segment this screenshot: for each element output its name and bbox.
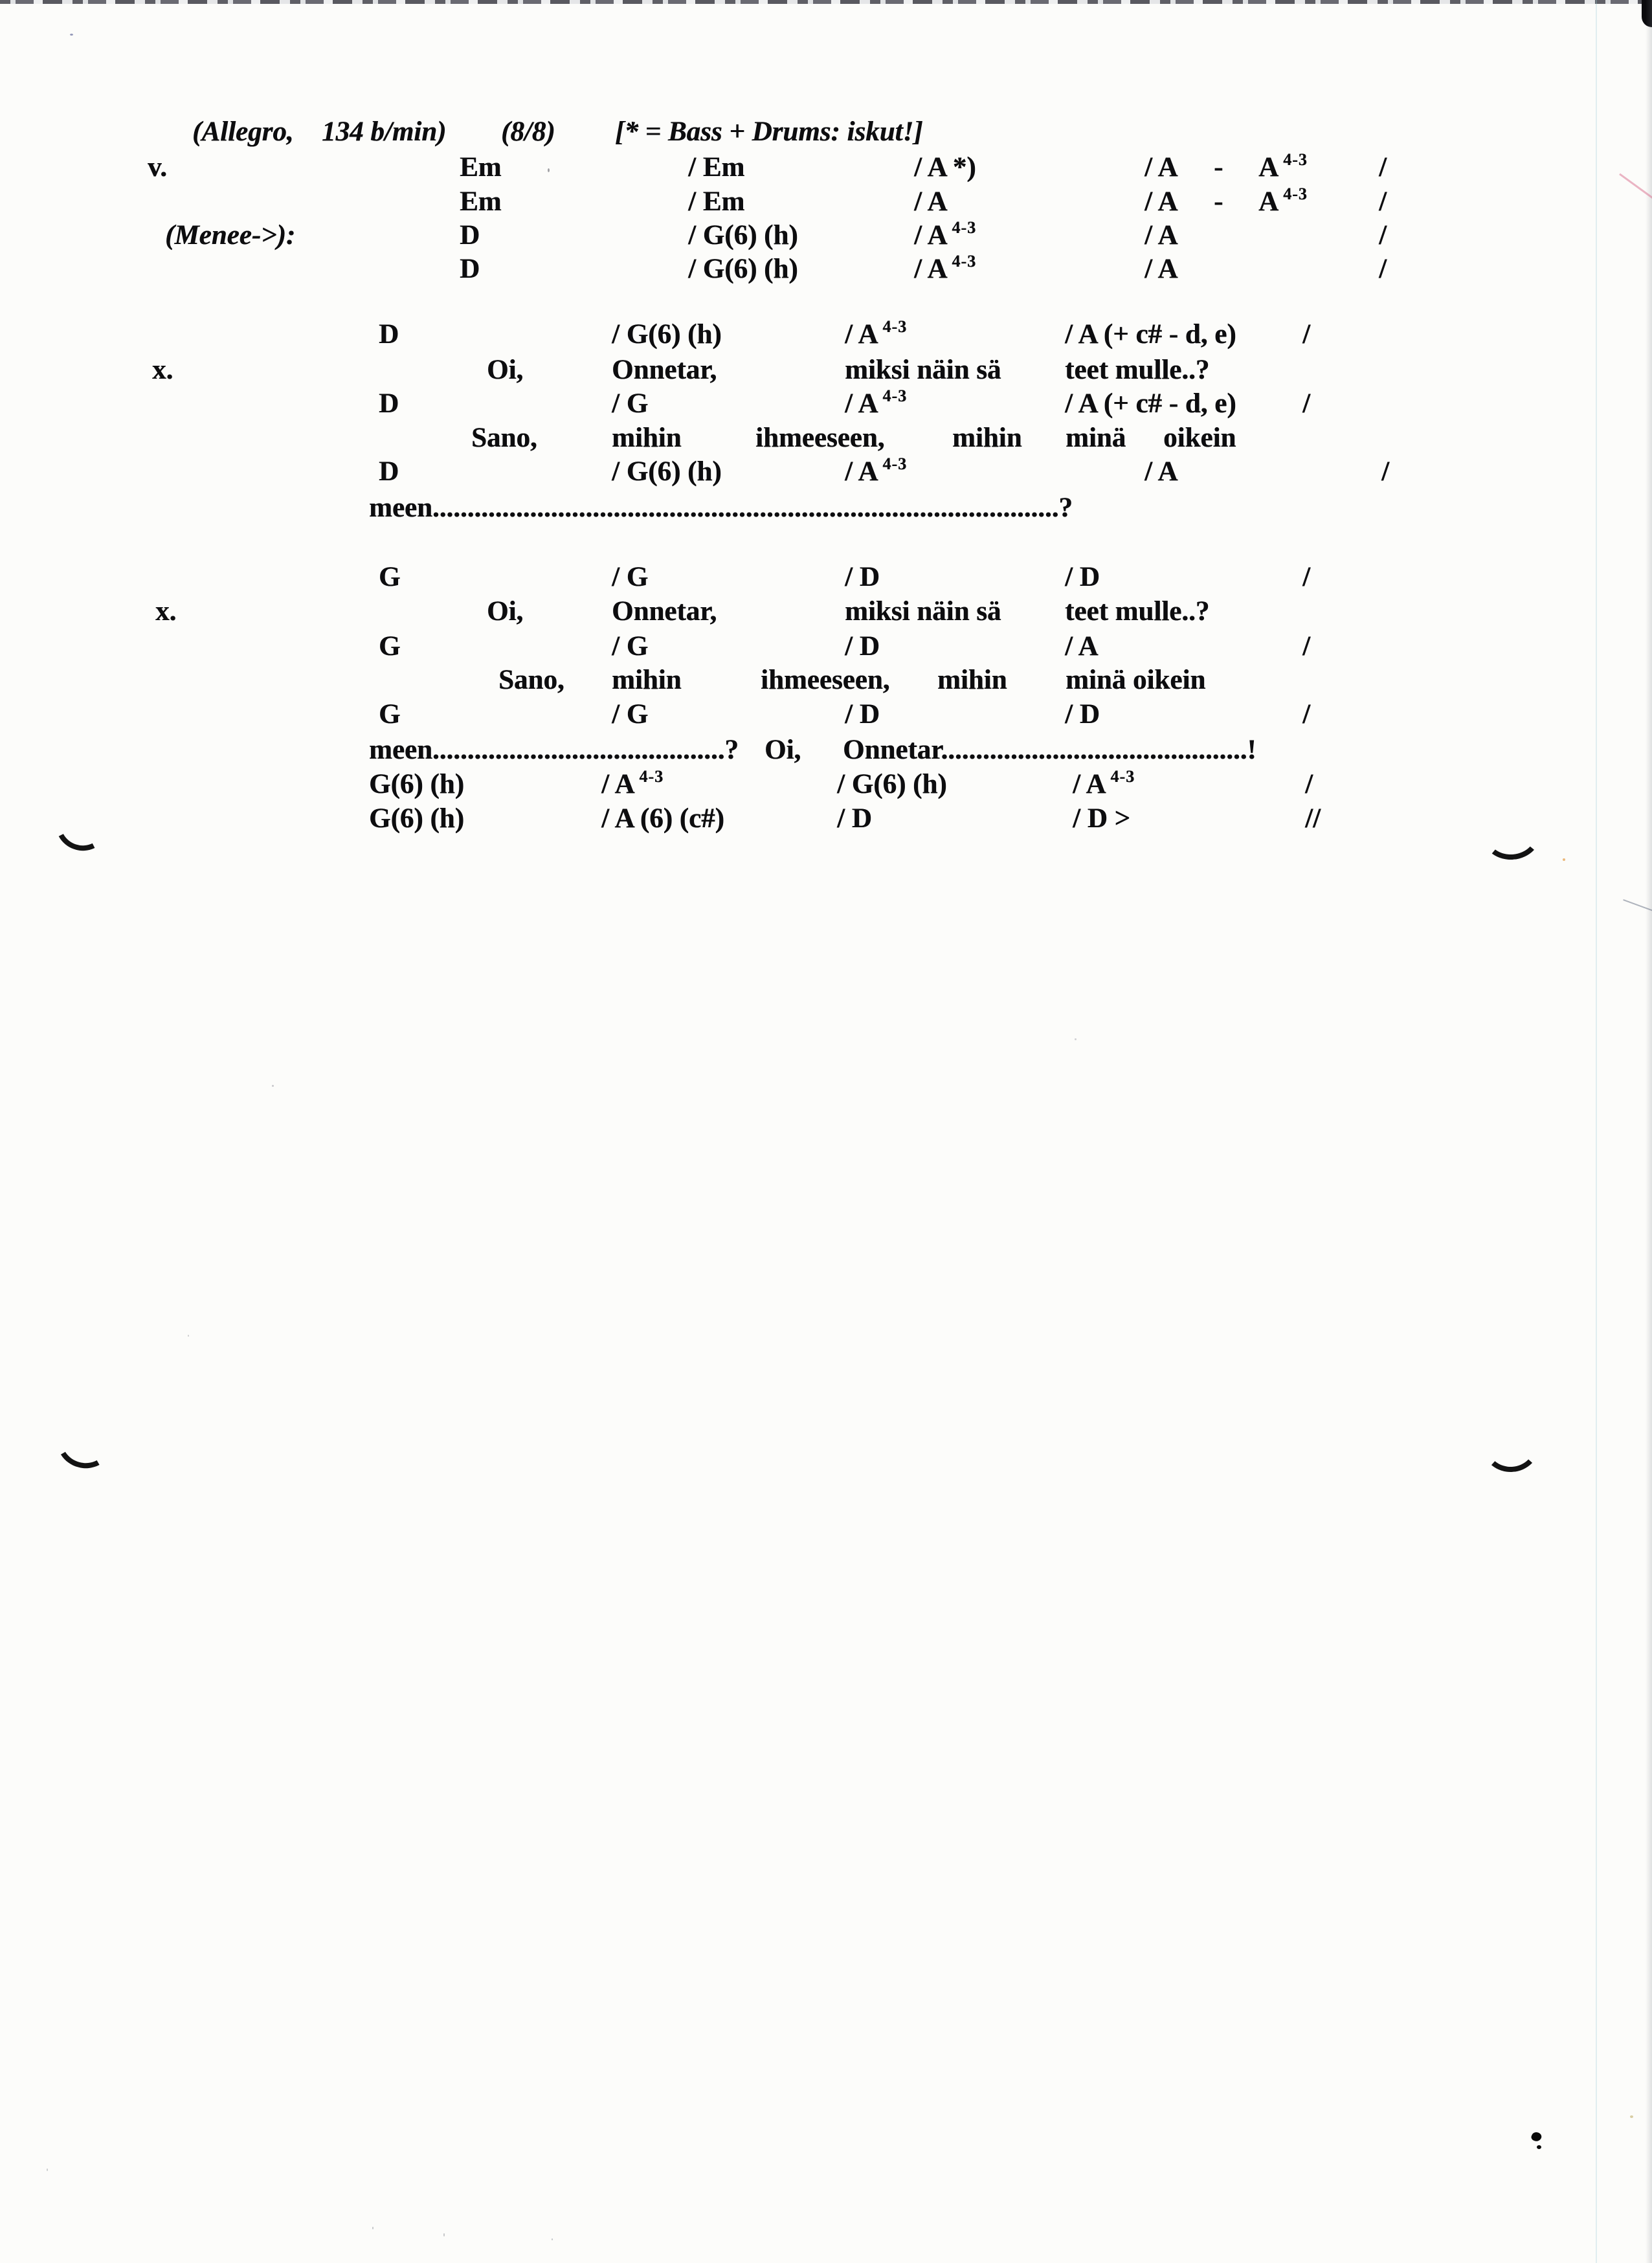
lyric-cell (1065, 354, 1209, 386)
figured-bass-superscript: 4-3 (1110, 767, 1135, 786)
text: miksi näin sä (845, 355, 1001, 385)
chord-cell (460, 151, 502, 183)
chord-cell (1073, 768, 1135, 800)
chord-cell (914, 253, 976, 285)
text: / D (837, 803, 872, 834)
text: // (1305, 803, 1321, 834)
text: / G (612, 699, 649, 730)
chord-cell (1379, 151, 1387, 183)
chord-cell (688, 151, 744, 183)
text: mihin (612, 423, 682, 453)
lyric-cell (369, 492, 1073, 524)
chord-cell (1144, 253, 1178, 285)
chord-line (0, 151, 1652, 188)
chord-cell (612, 318, 722, 350)
text: meen..........................................? (369, 735, 739, 765)
chord-line (0, 318, 1652, 355)
text: Oi, (487, 596, 524, 627)
text: / (1381, 456, 1389, 487)
lyric-cell (612, 596, 717, 627)
dust-speck (1075, 1038, 1077, 1040)
text: A (1258, 152, 1279, 183)
chord-cell (601, 803, 724, 834)
scan-edge-noise (0, 0, 1652, 4)
text: / D (845, 562, 880, 592)
lyric-cell (1065, 596, 1209, 627)
lyric-line (0, 354, 1652, 390)
lyric-line (0, 734, 1652, 770)
lyric-line (0, 596, 1652, 632)
chord-cell (1305, 768, 1313, 800)
meter-marking (501, 116, 555, 148)
chord-cell (1065, 630, 1098, 662)
chord-cell (612, 388, 648, 419)
text: / D (845, 699, 880, 730)
text: / (1305, 769, 1313, 799)
text: (Menee->): (165, 220, 296, 251)
chord-line (0, 186, 1652, 222)
text: x. (152, 355, 173, 385)
text: minä oikein (1066, 665, 1206, 695)
lyric-cell (487, 354, 523, 386)
dust-speck (443, 2233, 445, 2236)
text: / A (1065, 631, 1099, 662)
text: Onnetar............................................! (843, 735, 1256, 765)
text: teet mulle..? (1065, 355, 1210, 385)
text: Sano, (471, 423, 537, 453)
text: / A (601, 769, 635, 799)
dust-speck (47, 2168, 48, 2171)
text: / D > (1073, 803, 1131, 834)
lyric-cell (471, 422, 537, 454)
chord-line (0, 219, 1652, 256)
chord-cell (1302, 318, 1310, 350)
text: / (1379, 220, 1387, 251)
text: ihmeeseen, (761, 665, 890, 695)
chord-cell (379, 318, 399, 350)
figured-bass-superscript: 4-3 (952, 218, 977, 237)
chord-line (0, 768, 1652, 805)
chord-cell (845, 388, 907, 419)
lyric-line (0, 422, 1652, 458)
ink-blot (1537, 2145, 1541, 2149)
section-label (148, 151, 167, 183)
figured-bass-superscript: 4-3 (1283, 150, 1308, 169)
chord-cell (914, 151, 976, 183)
text: / A (+ c# - d, e) (1065, 388, 1236, 419)
text: / A (845, 456, 878, 487)
text: minä (1066, 423, 1126, 453)
chord-cell (1144, 186, 1178, 217)
text: / (1302, 699, 1310, 730)
text: G (379, 562, 401, 592)
chord-cell (460, 219, 480, 251)
text: / G(6) (h) (612, 456, 722, 487)
text: / A (+ c# - d, e) (1065, 319, 1236, 350)
figured-bass-superscript: 4-3 (882, 317, 908, 336)
lyric-cell (498, 664, 564, 696)
lyric-cell (765, 734, 801, 766)
chord-cell (914, 219, 976, 251)
text: / (1379, 152, 1387, 183)
chord-cell (379, 630, 400, 662)
chord-cell (369, 768, 464, 800)
chord-line (0, 456, 1652, 492)
chord-cell (612, 630, 648, 662)
dust-speck (372, 2227, 374, 2229)
figured-bass-superscript: 4-3 (952, 252, 977, 271)
text: / (1302, 319, 1310, 350)
text: - (1214, 152, 1223, 183)
punch-hole-mark (1481, 1418, 1541, 1473)
chord-cell (1065, 561, 1100, 593)
lyric-cell (612, 664, 682, 696)
text: / G(6) (h) (837, 769, 947, 799)
chord-cell (845, 318, 907, 350)
chord-cell (1258, 186, 1308, 217)
lyric-cell (612, 354, 717, 386)
dust-speck (272, 1085, 274, 1087)
text: / A (845, 388, 878, 419)
chord-cell (688, 253, 798, 285)
lyric-cell (1163, 422, 1236, 454)
lyric-line (0, 664, 1652, 700)
section-label (155, 596, 176, 627)
text: Onnetar, (612, 355, 717, 385)
chord-cell (1379, 219, 1387, 251)
chord-cell (1144, 219, 1178, 251)
lyric-cell (487, 596, 523, 627)
chord-cell (369, 803, 464, 834)
chord-line (0, 253, 1652, 289)
chord-cell (914, 186, 947, 217)
page-edge-shadow (1646, 0, 1652, 2263)
text: / A *) (914, 152, 976, 183)
text: 134 b/min) (322, 117, 447, 147)
chord-cell (1381, 456, 1389, 487)
lyric-line (0, 492, 1652, 528)
scan-streak (1596, 0, 1597, 2263)
performance-note (615, 116, 923, 148)
text: / G(6) (h) (612, 319, 722, 350)
chord-cell (1302, 698, 1310, 730)
tempo-header (0, 116, 1652, 152)
text: Oi, (765, 735, 801, 765)
text: / (1379, 254, 1387, 284)
text: / Em (688, 186, 745, 217)
lyric-cell (1066, 664, 1205, 696)
text: Oi, (487, 355, 524, 385)
figured-bass-superscript: 4-3 (882, 386, 908, 405)
text: / G (612, 631, 649, 662)
text: x. (155, 596, 177, 627)
text: / (1302, 388, 1310, 419)
bpm-marking (322, 116, 446, 148)
chord-line (0, 630, 1652, 667)
text: (8/8) (501, 117, 555, 147)
text: / D (1065, 699, 1100, 730)
text: / A (1144, 456, 1178, 487)
text: Em (460, 186, 502, 217)
text: (Allegro, (192, 117, 294, 147)
text: - (1214, 186, 1223, 217)
text: mihin (937, 665, 1007, 695)
lyric-cell (843, 734, 1256, 766)
ink-blot (1530, 2130, 1543, 2143)
lyric-cell (761, 664, 889, 696)
text: / A (845, 319, 878, 350)
chord-cell (1065, 388, 1236, 419)
chord-cell (1258, 151, 1308, 183)
section-label (165, 219, 295, 251)
chord-cell (1065, 318, 1236, 350)
text: / G(6) (h) (688, 220, 798, 251)
text: / D (845, 631, 880, 662)
chord-cell (612, 698, 648, 730)
dust-speck (548, 168, 550, 172)
text: / A (1073, 769, 1106, 799)
text: G(6) (h) (369, 769, 464, 799)
chord-cell (460, 186, 502, 217)
text: / A (1144, 186, 1178, 217)
dust-speck (1563, 858, 1565, 861)
chord-line (0, 698, 1652, 735)
chord-cell (612, 456, 722, 487)
punch-hole-mark (51, 1410, 118, 1475)
text: G(6) (h) (369, 803, 464, 834)
chord-cell (1144, 456, 1178, 487)
text: / Em (688, 152, 745, 183)
lyric-cell (369, 734, 739, 766)
text: miksi näin sä (845, 596, 1001, 627)
text: A (1258, 186, 1279, 217)
chord-cell (379, 561, 400, 593)
text: mihin (952, 423, 1022, 453)
chord-cell (601, 768, 664, 800)
text: / A (914, 220, 948, 251)
dust-speck (188, 1335, 189, 1337)
chord-cell (1214, 151, 1223, 183)
text: / A (1144, 254, 1178, 284)
text: D (379, 319, 399, 350)
chord-cell (1379, 186, 1387, 217)
chord-cell (460, 253, 480, 285)
figured-bass-superscript: 4-3 (1283, 184, 1308, 203)
lyric-cell (845, 354, 1001, 386)
text: / (1302, 631, 1310, 662)
chord-cell (837, 803, 872, 834)
chord-cell (837, 768, 947, 800)
text: / G(6) (h) (688, 254, 798, 284)
chord-cell (1302, 388, 1310, 419)
dust-speck (1630, 2115, 1633, 2118)
lyric-cell (937, 664, 1007, 696)
text: Em (460, 152, 502, 183)
text: ihmeeseen, (755, 423, 885, 453)
text: / A (1144, 220, 1178, 251)
text: mihin (612, 665, 682, 695)
chord-cell (379, 456, 399, 487)
text: / G (612, 388, 649, 419)
text: oikein (1163, 423, 1236, 453)
text: G (379, 699, 401, 730)
chord-cell (845, 456, 907, 487)
chord-cell (688, 219, 798, 251)
text: D (379, 456, 399, 487)
figured-bass-superscript: 4-3 (882, 454, 908, 473)
text: / A (914, 254, 948, 284)
chord-cell (845, 561, 880, 593)
text: D (460, 220, 480, 251)
chord-cell (612, 561, 648, 593)
lyric-cell (845, 596, 1001, 627)
text: D (460, 254, 480, 284)
text: Onnetar, (612, 596, 717, 627)
text: / G (612, 562, 649, 592)
text: / A (6) (c#) (601, 803, 724, 834)
text: teet mulle..? (1065, 596, 1210, 627)
chord-cell (688, 186, 744, 217)
chord-line (0, 388, 1652, 424)
chord-cell (379, 388, 399, 419)
chord-cell (1305, 803, 1321, 834)
lyric-cell (952, 422, 1022, 454)
section-label (152, 354, 173, 386)
lyric-cell (755, 422, 884, 454)
lyric-cell (1066, 422, 1126, 454)
text: / A (914, 186, 948, 217)
text: Sano, (498, 665, 564, 695)
text: / A (1144, 152, 1178, 183)
text: v. (148, 152, 167, 183)
chord-line (0, 803, 1652, 839)
text: / (1379, 186, 1387, 217)
lyric-cell (612, 422, 682, 454)
chord-cell (1144, 151, 1178, 183)
text: [* = Bass + Drums: iskut!] (615, 117, 923, 147)
chord-cell (1073, 803, 1130, 834)
dust-speck (70, 34, 73, 36)
chord-line (0, 561, 1652, 597)
text: D (379, 388, 399, 419)
chord-cell (1065, 698, 1100, 730)
figured-bass-superscript: 4-3 (639, 767, 664, 786)
tempo-marking (192, 116, 293, 148)
chord-cell (845, 630, 880, 662)
chord-cell (1302, 561, 1310, 593)
text: G (379, 631, 401, 662)
text: / (1302, 562, 1310, 592)
dust-speck (552, 2238, 553, 2240)
chord-cell (1379, 253, 1387, 285)
chord-cell (1302, 630, 1310, 662)
chord-cell (845, 698, 880, 730)
chord-cell (1214, 186, 1223, 217)
text: / D (1065, 562, 1100, 592)
chord-cell (379, 698, 400, 730)
text: meen..........................................................................................? (369, 493, 1073, 523)
